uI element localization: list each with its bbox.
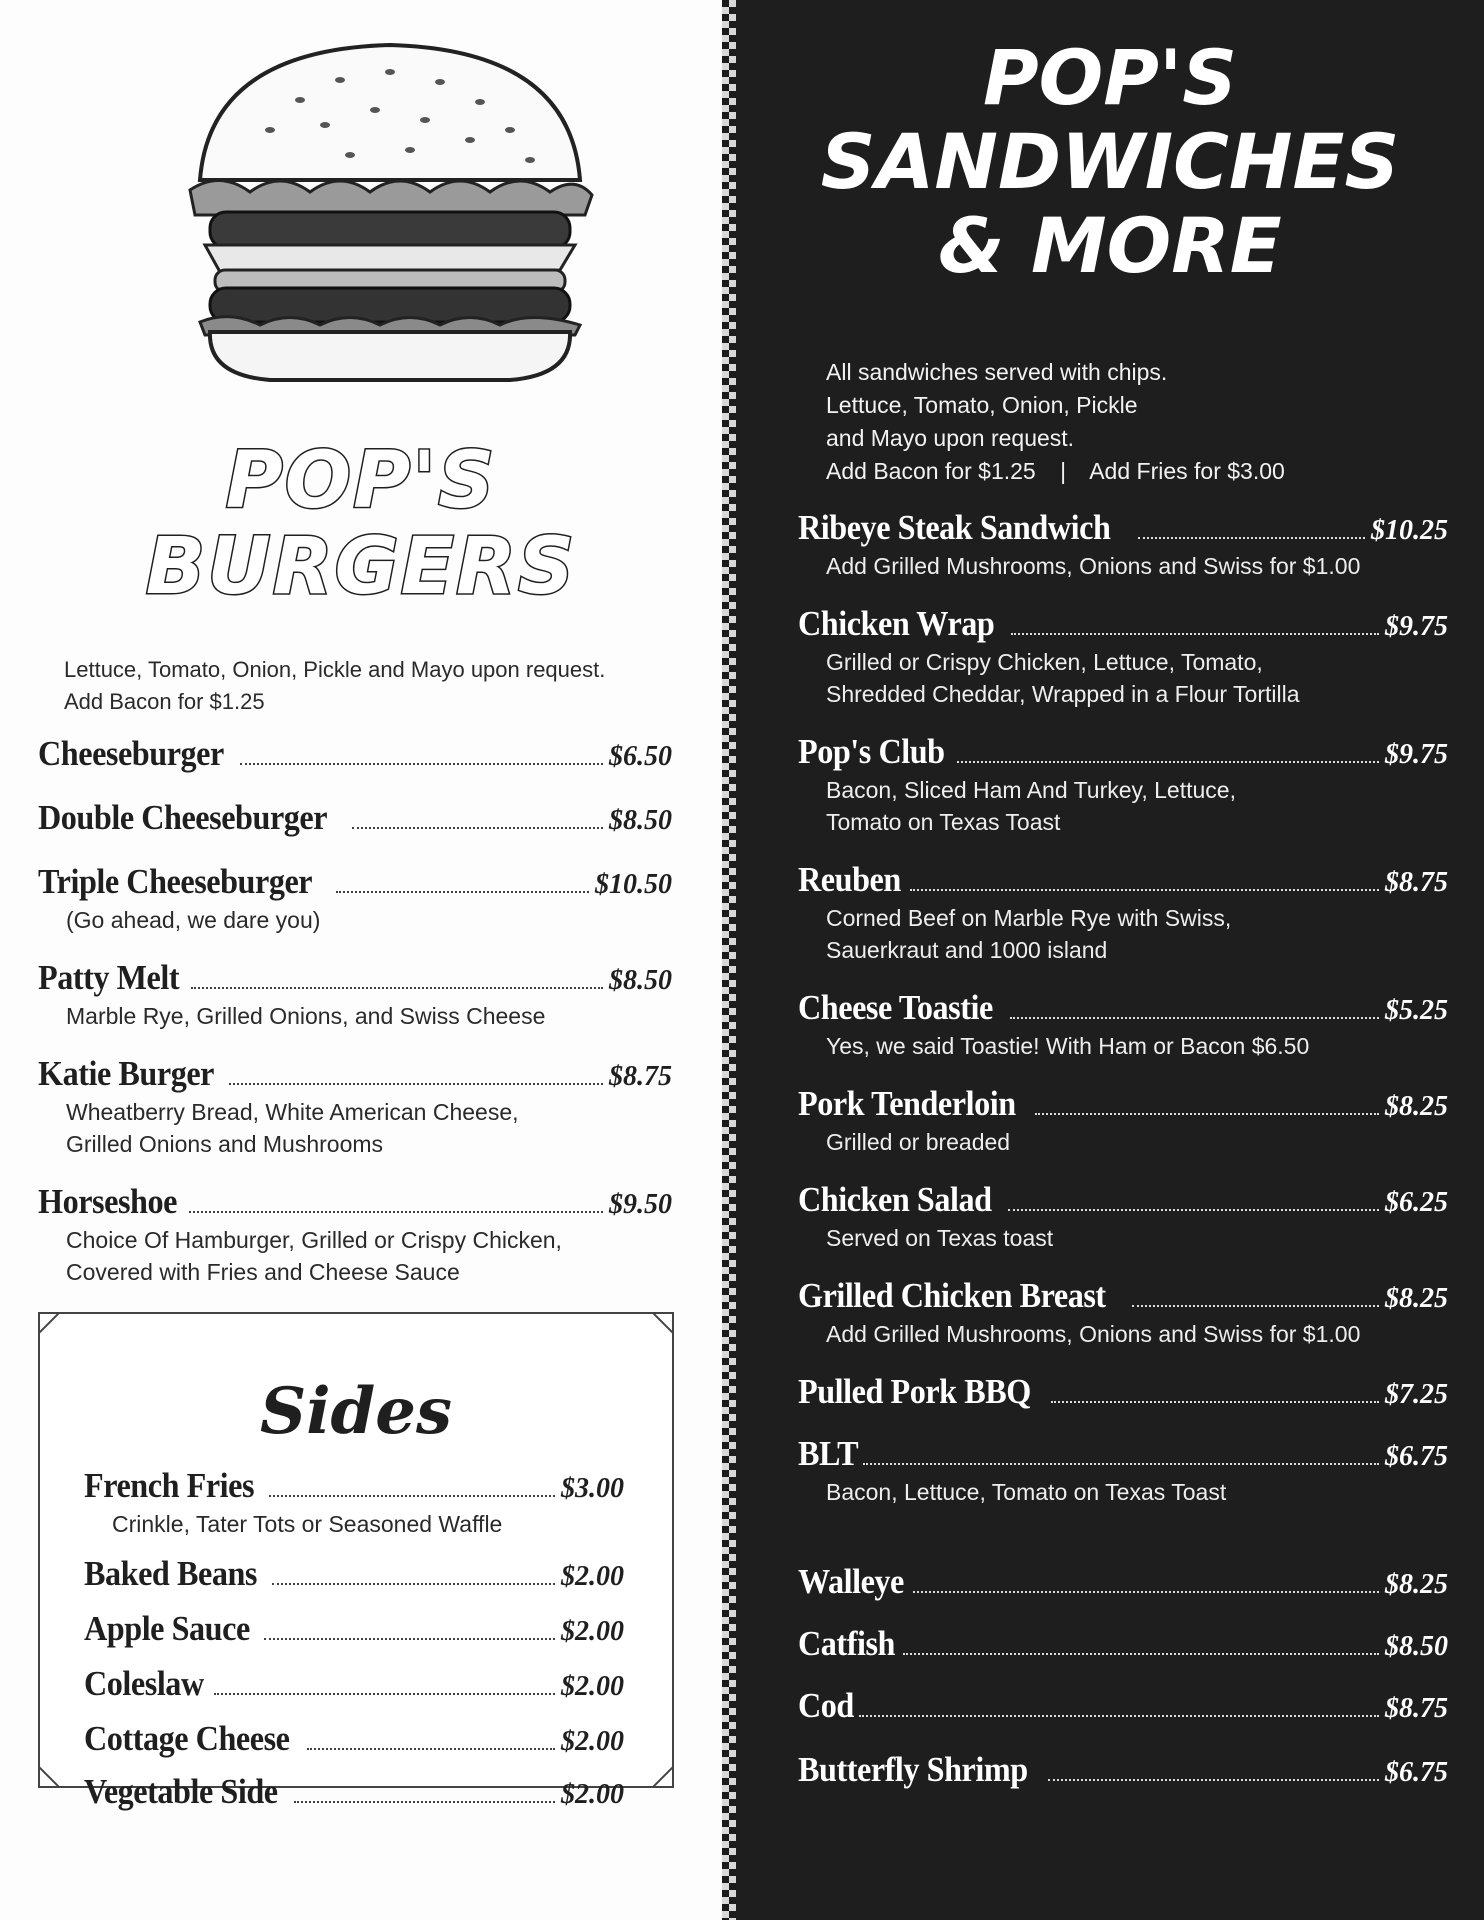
menu-item-grilled-chicken-breast (798, 1276, 1448, 1350)
side-item-french-fries (84, 1466, 624, 1540)
add-fries-note: Add Fries for $3.00 (1089, 458, 1285, 484)
item-price: $2.00 (561, 1561, 624, 1592)
burgers-title (0, 438, 722, 610)
item-name: Walleye (798, 1562, 904, 1601)
item-description-2: Covered with Fries and Cheese Sauce (66, 1259, 460, 1285)
item-name: Horseshoe (38, 1182, 177, 1221)
leader-dots (1011, 633, 1379, 635)
item-name: Double Cheeseburger (38, 798, 328, 837)
menu-item-walleye (798, 1562, 1448, 1602)
sandwiches-note-line1: All sandwiches served with chips. (826, 359, 1168, 385)
sandwiches-title-line1: POP'S (982, 33, 1237, 122)
leader-dots (1132, 1305, 1379, 1307)
item-name: Pop's Club (798, 732, 945, 771)
corner-ornament-icon (652, 1766, 674, 1788)
item-name: Pulled Pork BBQ (798, 1372, 1031, 1411)
checkered-divider (722, 0, 736, 1920)
item-name: Baked Beans (84, 1554, 257, 1593)
item-price: $8.25 (1385, 1569, 1448, 1600)
side-item-cottage-cheese (84, 1719, 624, 1759)
item-name: Katie Burger (38, 1054, 215, 1093)
item-name: Patty Melt (38, 958, 180, 997)
item-price: $8.75 (1385, 1693, 1448, 1724)
item-price: $9.75 (1385, 739, 1448, 770)
burgers-note-line1: Lettuce, Tomato, Onion, Pickle and Mayo upon request. (64, 657, 606, 682)
item-description: Marble Rye, Grilled Onions, and Swiss Cheese (66, 1003, 546, 1029)
item-price: $2.00 (561, 1671, 624, 1702)
item-description: Served on Texas toast (826, 1225, 1054, 1251)
item-description-2: Tomato on Texas Toast (826, 809, 1061, 835)
item-description: Yes, we said Toastie! With Ham or Bacon $6.50 (826, 1033, 1310, 1059)
menu-item-katie-burger (38, 1054, 672, 1160)
leader-dots (1048, 1779, 1379, 1781)
burgers-title-line2: BURGERS (145, 522, 577, 612)
corner-ornament-icon (652, 1312, 674, 1334)
leader-dots (957, 761, 1379, 763)
sandwiches-note-line4 (826, 455, 1466, 488)
item-name: Reuben (798, 860, 901, 899)
item-price: $2.00 (561, 1779, 624, 1810)
menu-item-patty-melt (38, 958, 672, 1032)
item-name: Apple Sauce (84, 1609, 250, 1648)
item-price: $3.00 (561, 1473, 624, 1504)
leader-dots (294, 1801, 555, 1803)
menu-item-horseshoe (38, 1182, 672, 1288)
leader-dots (859, 1715, 1379, 1717)
add-bacon-note: Add Bacon for $1.25 (826, 458, 1036, 484)
item-description: Bacon, Lettuce, Tomato on Texas Toast (826, 1479, 1227, 1505)
leader-dots (910, 889, 1379, 891)
burger-illustration-icon (180, 30, 600, 390)
item-description-2: Shredded Cheddar, Wrapped in a Flour Tortilla (826, 681, 1300, 707)
leader-dots (863, 1463, 1379, 1465)
item-name: Cheeseburger (38, 734, 224, 773)
item-description: (Go ahead, we dare you) (66, 907, 321, 933)
side-item-apple-sauce (84, 1609, 624, 1649)
leader-dots (1138, 537, 1365, 539)
item-description: Choice Of Hamburger, Grilled or Crispy Chicken, (66, 1227, 562, 1253)
item-price: $8.50 (609, 965, 672, 996)
item-description-2: Grilled Onions and Mushrooms (66, 1131, 384, 1157)
item-name: Cheese Toastie (798, 988, 993, 1027)
item-name: BLT (798, 1434, 859, 1473)
item-price: $6.50 (609, 741, 672, 772)
item-description: Add Grilled Mushrooms, Onions and Swiss for $1.00 (826, 553, 1361, 579)
item-name: Cod (798, 1686, 854, 1725)
menu-item-cod (798, 1686, 1448, 1726)
item-price: $8.25 (1385, 1091, 1448, 1122)
leader-dots (352, 827, 603, 829)
sandwiches-note (826, 356, 1466, 488)
burgers-note-line2: Add Bacon for $1.25 (64, 689, 265, 714)
leader-dots (191, 987, 603, 989)
item-name: Butterfly Shrimp (798, 1750, 1028, 1789)
menu-item-blt (798, 1434, 1448, 1508)
menu-item-catfish (798, 1624, 1448, 1664)
item-price: $8.75 (1385, 867, 1448, 898)
item-description: Grilled or Crispy Chicken, Lettuce, Tomato, (826, 649, 1263, 675)
menu-item-pulled-pork-bbq (798, 1372, 1448, 1412)
burgers-title-line1: POP'S (225, 436, 497, 526)
side-item-baked-beans (84, 1554, 624, 1594)
sandwiches-title-line2: SANDWICHES (820, 117, 1400, 206)
item-description-2: Sauerkraut and 1000 island (826, 937, 1108, 963)
leader-dots (913, 1591, 1379, 1593)
leader-dots (1010, 1017, 1379, 1019)
item-price: $6.25 (1385, 1187, 1448, 1218)
item-description: Crinkle, Tater Tots or Seasoned Waffle (112, 1511, 503, 1537)
sandwiches-note-line3: and Mayo upon request. (826, 425, 1075, 451)
leader-dots (1035, 1113, 1379, 1115)
item-price: $2.00 (561, 1726, 624, 1757)
item-price: $7.25 (1385, 1379, 1448, 1410)
item-name: Cottage Cheese (84, 1719, 290, 1758)
item-price: $9.50 (609, 1189, 672, 1220)
item-price: $8.50 (1385, 1631, 1448, 1662)
leader-dots (189, 1211, 603, 1213)
menu-item-triple-cheeseburger (38, 862, 672, 936)
item-description: Corned Beef on Marble Rye with Swiss, (826, 905, 1232, 931)
menu-item-chicken-salad (798, 1180, 1448, 1254)
item-description: Add Grilled Mushrooms, Onions and Swiss for $1.00 (826, 1321, 1361, 1347)
item-price: $10.25 (1371, 515, 1448, 546)
leader-dots (269, 1495, 555, 1497)
note-separator: | (1060, 458, 1067, 484)
item-price: $8.75 (609, 1061, 672, 1092)
burgers-note (64, 654, 704, 718)
leader-dots (336, 891, 589, 893)
item-description: Wheatberry Bread, White American Cheese, (66, 1099, 519, 1125)
item-price: $5.25 (1385, 995, 1448, 1026)
leader-dots (214, 1693, 555, 1695)
menu-item-reuben (798, 860, 1448, 966)
leader-dots (229, 1083, 603, 1085)
menu-item-cheese-toastie (798, 988, 1448, 1062)
menu-item-chicken-wrap (798, 604, 1448, 710)
sides-title: Sides (259, 1374, 453, 1449)
corner-ornament-icon (38, 1766, 60, 1788)
menu-item-butterfly-shrimp (798, 1750, 1448, 1790)
menu-item-double-cheeseburger (38, 798, 672, 838)
leader-dots (307, 1748, 555, 1750)
item-price: $8.50 (609, 805, 672, 836)
item-name: Pork Tenderloin (798, 1084, 1016, 1123)
item-price: $9.75 (1385, 611, 1448, 642)
item-name: Vegetable Side (84, 1772, 278, 1811)
menu-item-cheeseburger (38, 734, 672, 774)
side-item-coleslaw (84, 1664, 624, 1704)
side-item-vegetable-side (84, 1772, 624, 1812)
item-name: Chicken Wrap (798, 604, 995, 643)
menu-item-ribeye-steak-sandwich (798, 508, 1448, 582)
item-name: Catfish (798, 1624, 895, 1663)
leader-dots (240, 763, 603, 765)
item-name: French Fries (84, 1466, 255, 1505)
corner-ornament-icon (38, 1312, 60, 1334)
leader-dots (1051, 1401, 1379, 1403)
item-price: $6.75 (1385, 1757, 1448, 1788)
menu-item-pops-club (798, 732, 1448, 838)
item-name: Coleslaw (84, 1664, 204, 1703)
burgers-panel (0, 0, 722, 1920)
sandwiches-title (736, 33, 1484, 290)
item-name: Triple Cheeseburger (38, 862, 313, 901)
item-name: Ribeye Steak Sandwich (798, 508, 1111, 547)
item-description: Grilled or breaded (826, 1129, 1011, 1155)
item-price: $2.00 (561, 1616, 624, 1647)
sandwiches-panel (736, 0, 1484, 1920)
sides-box (38, 1312, 674, 1811)
item-price: $8.25 (1385, 1283, 1448, 1314)
item-name: Chicken Salad (798, 1180, 992, 1219)
menu-item-pork-tenderloin (798, 1084, 1448, 1158)
sandwiches-title-line3: & MORE (938, 201, 1282, 290)
leader-dots (903, 1653, 1379, 1655)
item-name: Grilled Chicken Breast (798, 1276, 1106, 1315)
leader-dots (1008, 1209, 1379, 1211)
leader-dots (272, 1583, 555, 1585)
item-description: Bacon, Sliced Ham And Turkey, Lettuce, (826, 777, 1236, 803)
leader-dots (264, 1638, 555, 1640)
sandwiches-note-line2: Lettuce, Tomato, Onion, Pickle (826, 392, 1138, 418)
item-price: $6.75 (1385, 1441, 1448, 1472)
item-price: $10.50 (595, 869, 672, 900)
